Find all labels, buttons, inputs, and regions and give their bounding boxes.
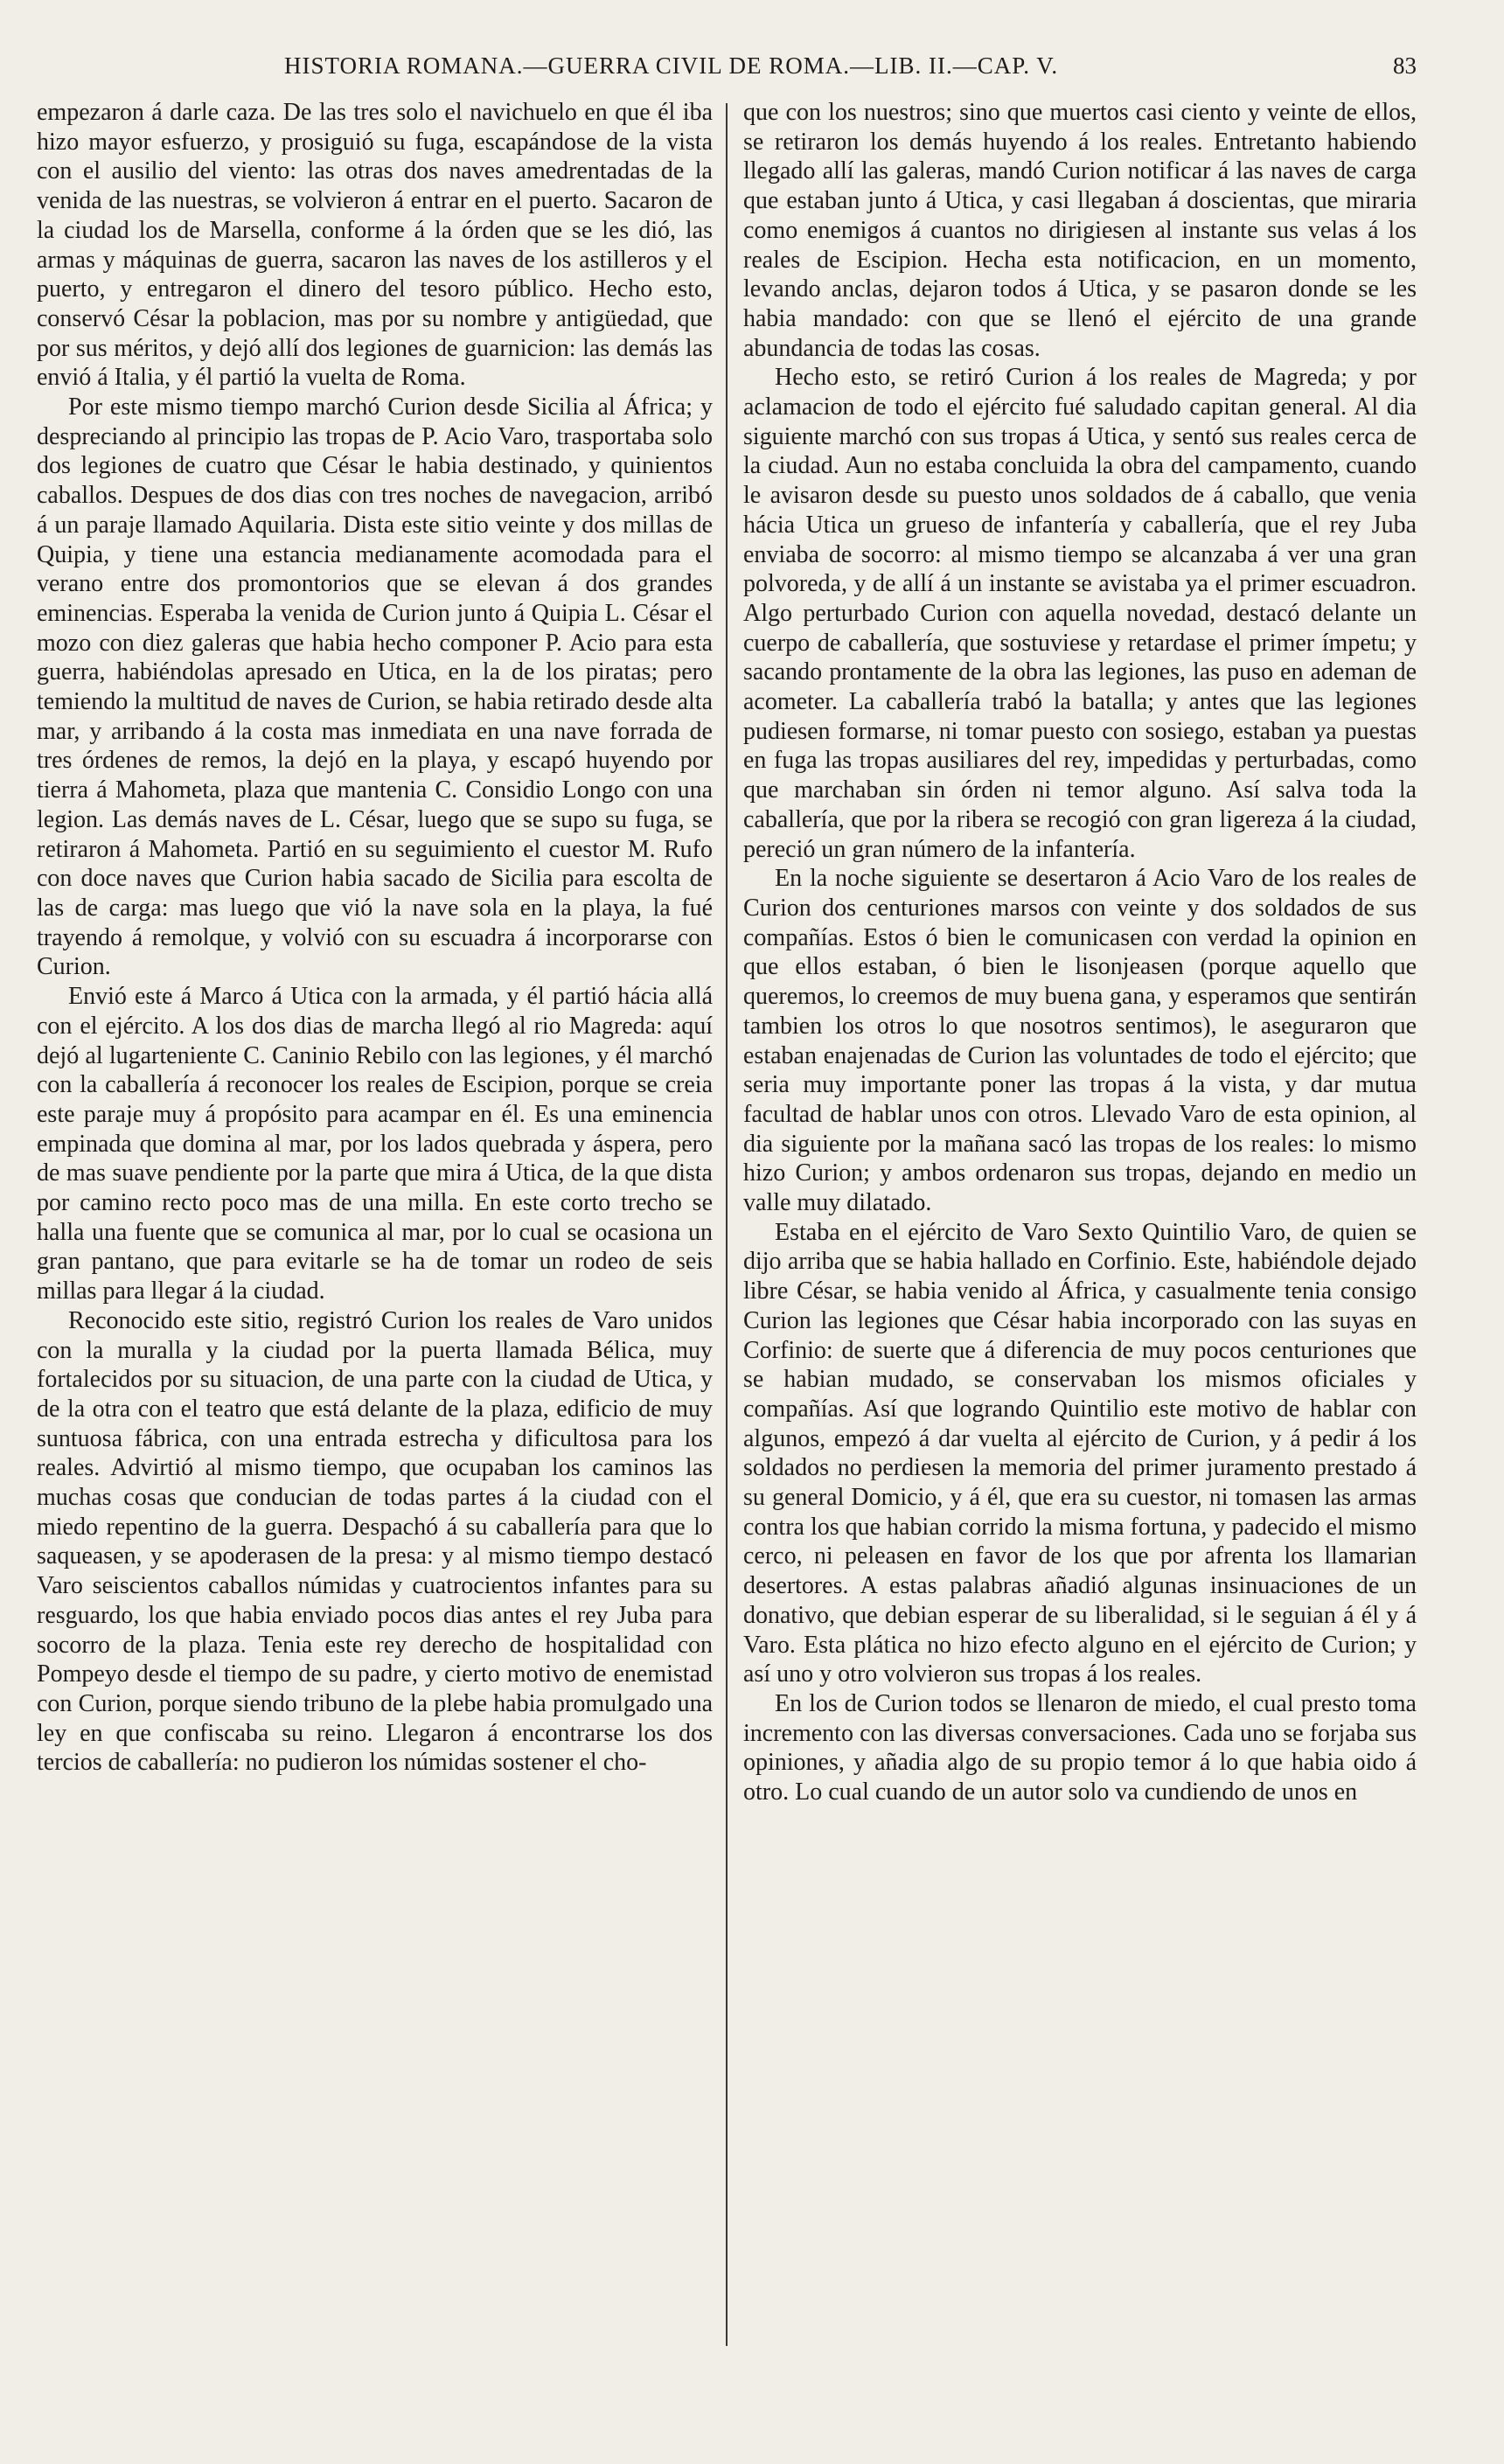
paragraph: que con los nuestros; sino que muertos casi ciento y veinte de ellos, se retiraron los demás huyendo á los reales. Entretanto habiendo llegado allí las galeras, mandó Curion notificar á las naves de carga que estaban junto á Utica, y casi llegaban á doscientas, que miraria como enemigos á cuantos no dirigiesen al instante sus velas á los reales de Escipion. Hecha esta notificacion, en un momento, levando anclas, dejaron todos á Utica, y se pasaron donde se les habia mandado: con que se llenó el ejército de una grande abundancia de todas las cosas. — [743, 99, 1417, 362]
running-head: HISTORIA ROMANA.—GUERRA CIVIL DE ROMA.—LIB. II.—CAP. V. — [284, 52, 1059, 79]
page-header — [35, 52, 1417, 87]
paragraph: En la noche siguiente se desertaron á Acio Varo de los reales de Curion dos centuriones marsos con veinte y dos soldados de sus compañías. Estos ó bien le comunicasen con verdad la opinion en que ellos estaban, ó bien le lisonjeasen (porque aquello que queremos, lo creemos de muy buena gana, y esperamos que sentirán tambien los otros lo que nosotros sentimos), le aseguraron que estaban enajenadas de Curion las voluntades de todo el ejército; que seria muy importante poner las tropas á la vista, y dar mutua facultad de hablar unos con otros. Llevado Varo de esta opinion, al dia siguiente por la mañana sacó las tropas de los reales: lo mismo hizo Curion; y ambos ordenaron sus tropas, dejando en medio un valle muy dilatado. — [743, 865, 1417, 1217]
paragraph: Envió este á Marco á Utica con la armada, y él partió hácia allá con el ejército. A los dos dias de marcha llegó al rio Magreda: aquí dejó al lugarteniente C. Caninio Rebilo con las legiones, y él marchó con la caballería á reconocer los reales de Escipion, porque se creia este paraje muy á propósito para acampar en él. Es una eminencia empinada que domina al mar, por los lados quebrada y áspera, pero de mas suave pendiente por la parte que mira á Utica, de la que dista por camino recto poco mas de una milla. En este corto trecho se halla una fuente que se comunica al mar, por lo cual se ocasiona un gran pantano, que para evitarle se ha de tomar un rodeo de seis millas para llegar á la ciudad. — [37, 983, 713, 1305]
paragraph: Reconocido este sitio, registró Curion los reales de Varo unidos con la muralla y la ciudad por la puerta llamada Bélica, muy fortalecidos por su situacion, de una parte con la ciudad de Utica, y de la otra con el teatro que está delante de la plaza, edificio de muy suntuosa fábrica, con una entrada estrecha y dificultosa para los reales. Advirtió al mismo tiempo, que ocupaban los caminos las muchas cosas que conducian de todas partes á la ciudad con el miedo repentino de la guerra. Despachó á su caballería para que lo saqueasen, y se apoderasen de la presa: y al mismo tiempo destacó Varo seiscientos caballos númidas y cuatrocientos infantes para su resguardo, los que habia enviado pocos dias antes el rey Juba para socorro de la plaza. Tenia este rey derecho de hospitalidad con Pompeyo desde el tiempo de su padre, y cierto motivo de enemistad con Curion, porque siendo tribuno de la plebe habia promulgado una ley en que confiscaba su reino. Llegaron á encontrarse los dos tercios de caballería: no pudieron los númidas sostener el cho- — [37, 1306, 713, 1777]
column-divider — [726, 103, 728, 2346]
paragraph: Por este mismo tiempo marchó Curion desde Sicilia al África; y despreciando al principio las tropas de P. Acio Varo, trasportaba solo dos legiones de cuatro que César le habia destinado, y quinientos caballos. Despues de dos dias con tres noches de navegacion, arribó á un paraje llamado Aquilaria. Dista este sitio veinte y dos millas de Quipia, y tiene una estancia medianamente acomodada para el verano entre dos promontorios que se elevan á dos grandes eminencias. Esperaba la venida de Curion junto á Quipia L. César el mozo con diez galeras que habia hecho componer P. Acio para esta guerra, habiéndolas apresado en Utica, en la de los piratas; pero temiendo la multitud de naves de Curion, se habia retirado desde alta mar, y arribando á la costa mas inmediata en una nave forrada de tres órdenes de remos, la dejó en la playa, y escapó huyendo por tierra á Mahometa, plaza que mantenia C. Considio Longo con una legion. Las demás naves de L. César, luego que se supo su fuga, se retiraron á Mahometa. Partió en su seguimiento el cuestor M. Rufo con doce naves que Curion habia sacado de Sicilia para escolta de las de carga: mas luego que vió la nave sola en la playa, la fué trayendo á remolque, y volvió con su escuadra á incorporarse con Curion. — [37, 393, 713, 981]
paragraph: Estaba en el ejército de Varo Sexto Quintilio Varo, de quien se dijo arriba que se habia hallado en Corfinio. Este, habiéndole dejado libre César, se habia venido al África, y casualmente tenia consigo Curion las legiones que César habia incorporado con las suyas en Corfinio: de suerte que á diferencia de muy pocos centuriones que se habian mudado, se conservaban los mismos oficiales y compañías. Así que logrando Quintilio este motivo de hablar con algunos, empezó á dar vuelta al ejército de Curion, y á pedir á los soldados no perdiesen la memoria del primer juramento prestado á su general Domicio, y á él, que era su cuestor, ni tomasen las armas contra los que habian corrido la misma fortuna, y padecido el mismo cerco, ni peleasen en favor de los que por afrenta los llamarian desertores. A estas palabras añadió algunas insinuaciones de un donativo, que debian esperar de su liberalidad, si le seguian á él y á Varo. Esta plática no hizo efecto alguno en el ejército de Curion; y así uno y otro volvieron sus tropas á los reales. — [743, 1218, 1417, 1688]
right-column — [743, 98, 1417, 2371]
paragraph: Hecho esto, se retiró Curion á los reales de Magreda; y por aclamacion de todo el ejército fué saludado capitan general. Al dia siguiente marchó con sus tropas á Utica, y sentó sus reales cerca de la ciudad. Aun no estaba concluida la obra del campamento, cuando le avisaron desde su puesto unos soldados de á caballo, que venia hácia Utica un grueso de infantería y caballería, que el rey Juba enviaba de socorro: al mismo tiempo se alcanzaba á ver una gran polvoreda, y de allí á un instante se avistaba ya el primer escuadron. Algo perturbado Curion con aquella novedad, destacó delante un cuerpo de caballería, que sostuviese y retardase el primer ímpetu; y sacando prontamente de la obra las legiones, las puso en ademan de acometer. La caballería trabó la batalla; y antes que las legiones pudiesen formarse, ni tomar puesto con sosiego, estaban ya puestas en fuga las tropas ausiliares del rey, impedidas y perturbadas, como que marchaban sin órden ni temor alguno. Así salva toda la caballería, que por la ribera se recogió con gran ligereza á la ciudad, pereció un gran número de la infantería. — [743, 364, 1417, 863]
left-column — [37, 98, 713, 2371]
paragraph: En los de Curion todos se llenaron de miedo, el cual presto toma incremento con las diversas conversaciones. Cada uno se forjaba sus opiniones, y añadia algo de su propio temor á lo que habia oido á otro. Lo cual cuando de un autor solo va cundiendo de unos en — [743, 1689, 1417, 1806]
page-number: 83 — [1393, 52, 1417, 79]
paragraph: empezaron á darle caza. De las tres solo el navichuelo en que él iba hizo mayor esfuerzo, y prosiguió su fuga, escapándose de la vista con el ausilio del viento: las otras dos naves amedrentadas de la venida de las nuestras, se volvieron á entrar en el puerto. Sacaron de la ciudad los de Marsella, conforme á la órden que se les dió, las armas y máquinas de guerra, sacaron las naves de los astilleros y el puerto, y entregaron el dinero del tesoro público. Hecho esto, conservó César la poblacion, mas por su nombre y antigüedad, que por sus méritos, y dejó allí dos legiones de guarnicion: las demás las envió á Italia, y él partió la vuelta de Roma. — [37, 99, 713, 392]
